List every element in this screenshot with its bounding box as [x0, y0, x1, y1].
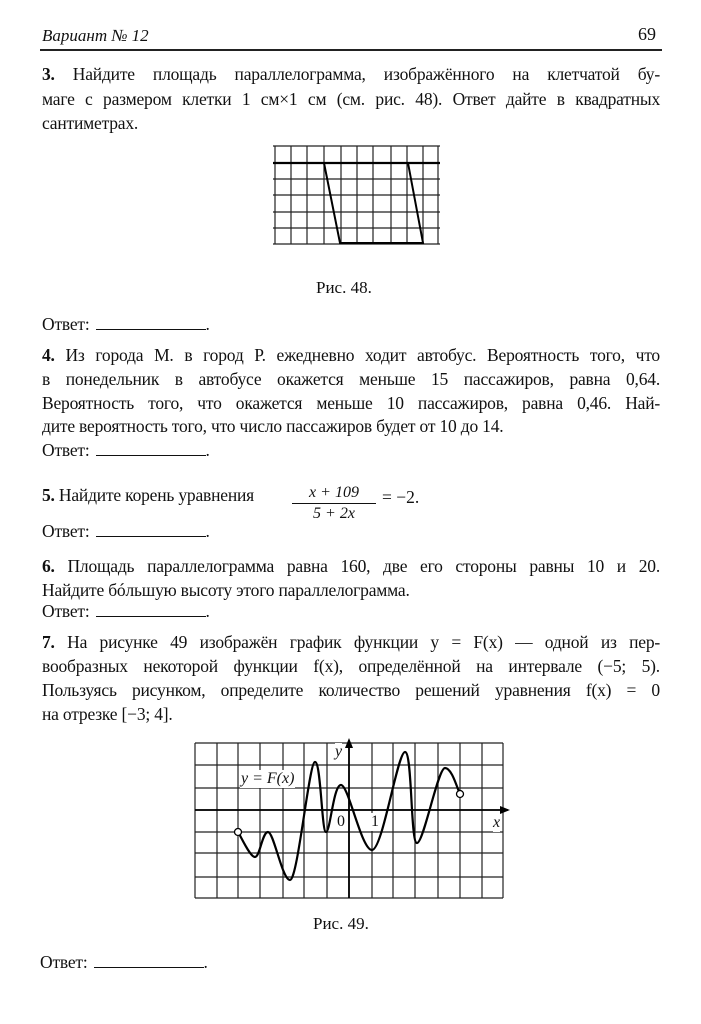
- q4-text: Из города М. в город Р. ежедневно ходит автобус. Вероятность того, что: [65, 345, 660, 365]
- q6-text: Площадь параллелограмма равна 160, две его стороны равны 10 и 20.: [67, 556, 660, 576]
- q4-line-1: [42, 344, 660, 366]
- answer-blank[interactable]: [96, 522, 206, 537]
- x-axis-arrow: [500, 806, 510, 814]
- q4-line-3: Вероятность того, что окажется меньше 10 пассажиров, равна 0,46. Най-: [42, 393, 660, 413]
- answer-label: Ответ:: [42, 601, 90, 621]
- figure-48-caption: Рис. 48.: [316, 278, 372, 297]
- q5-numerator: x + 109: [292, 483, 376, 504]
- page-number: 69: [638, 24, 656, 44]
- header-rule: [40, 49, 662, 51]
- answer-label: Ответ:: [40, 952, 88, 972]
- q3-line-1: [42, 63, 660, 85]
- q4-answer: Ответ: .: [42, 440, 210, 460]
- answer-label: Ответ:: [42, 440, 90, 460]
- q3-text: Найдите площадь параллелограмма, изображённого на клетчатой бу-: [72, 64, 660, 84]
- q6-answer: Ответ: .: [42, 601, 210, 621]
- q5-answer: Ответ: .: [42, 521, 210, 541]
- origin-label: 0: [337, 813, 345, 830]
- q5-text: Найдите корень уравнения: [58, 485, 254, 505]
- q7-number: 7.: [42, 632, 55, 652]
- q7-line-2: вообразных некоторой функции f(x), определённой на интервале (−5; 5).: [42, 656, 660, 676]
- open-endpoint-left: [235, 829, 242, 836]
- answer-blank[interactable]: [96, 441, 206, 456]
- q7-answer: Ответ: .: [40, 952, 208, 972]
- q3-answer: Ответ: .: [42, 314, 210, 334]
- y-axis-label: y: [335, 743, 343, 760]
- answer-blank[interactable]: [96, 602, 206, 617]
- function-label: y = F(x): [241, 770, 295, 787]
- q4-line-2: в понедельник в автобусе окажется меньше 15 пассажиров, равна 0,64.: [42, 369, 660, 389]
- answer-blank[interactable]: [96, 315, 206, 330]
- q7-line-4: на отрезке [−3; 4].: [42, 704, 173, 724]
- answer-blank[interactable]: [94, 953, 204, 968]
- q4-number: 4.: [42, 345, 55, 365]
- answer-label: Ответ:: [42, 521, 90, 541]
- q5-denominator: 5 + 2x: [313, 505, 355, 522]
- figure-49-caption: Рис. 49.: [313, 914, 369, 933]
- answer-label: Ответ:: [42, 314, 90, 334]
- q3-line-2: маге с размером клетки 1 см×1 см (см. рис. 48). Ответ дайте в квадратных: [42, 89, 660, 109]
- q5-fraction: [292, 483, 376, 524]
- q7-line-3: Пользуясь рисунком, определите количество решений уравнения f(x) = 0: [42, 680, 660, 700]
- unit-label: 1: [371, 813, 379, 830]
- q4-line-4: дите вероятность того, что число пассажиров будет от 10 до 14.: [42, 416, 504, 436]
- q3-number: 3.: [42, 64, 55, 84]
- figure-49-graph: [185, 735, 515, 905]
- q5-number: 5.: [42, 485, 55, 505]
- q5-rhs: = −2.: [382, 487, 420, 507]
- q3-line-3: сантиметрах.: [42, 113, 139, 133]
- q6-line-2: Найдите бóльшую высоту этого параллелограмма.: [42, 580, 410, 600]
- open-endpoint-right: [457, 791, 464, 798]
- figure-48-parallelogram: [270, 142, 445, 248]
- q7-line-1: [42, 631, 660, 653]
- variant-title: Вариант № 12: [42, 26, 149, 45]
- x-axis-label: x: [493, 814, 501, 831]
- q6-line-1: [42, 555, 660, 577]
- q7-text: На рисунке 49 изображён график функции y = F(x) — одной из пер-: [67, 632, 660, 652]
- q6-number: 6.: [42, 556, 55, 576]
